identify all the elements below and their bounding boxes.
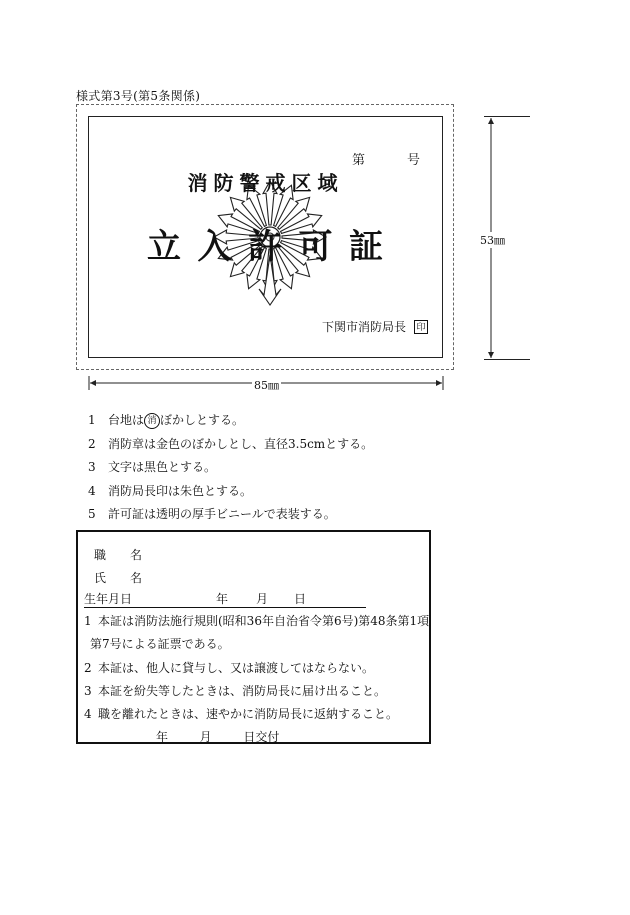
birth-month-label: 月: [256, 592, 269, 606]
notes-list: [88, 409, 373, 527]
main-title-char-3: 許: [248, 227, 282, 267]
main-title-char-1: 立: [147, 227, 181, 267]
note-item: 2 消防章は金色のぼかしとし、直径3.5cmとする。: [88, 436, 374, 451]
job-title-label: 職 名: [94, 548, 143, 562]
issue-year-label: 年: [156, 730, 169, 744]
permit-card-front: [88, 116, 443, 358]
seal-box: 印: [414, 320, 428, 334]
back-item: 2 本証は、他人に貸与し、又は譲渡してはならない。: [84, 661, 375, 675]
card-heading: 消防警戒区域: [187, 171, 344, 195]
back-item: 1 本証は消防法施行規則(昭和36年自治省令第6号)第48条第1項: [84, 614, 430, 628]
note-item: 4 消防局長印は朱色とする。: [88, 483, 253, 498]
birthdate-row: [84, 590, 366, 608]
note-item: 3 文字は黒色とする。: [88, 460, 217, 474]
main-title-char-5: 証: [349, 227, 383, 267]
note-item: 5 許可証は透明の厚手ビニールで表装する。: [88, 507, 336, 521]
issuer: [322, 318, 428, 335]
card-main-title: [147, 219, 383, 268]
birth-year-label: 年: [216, 592, 229, 606]
back-item-continuation: 第7号による証票である。: [90, 637, 230, 651]
circled-char: 消: [144, 413, 160, 429]
form-title: 様式第3号(第5条関係): [76, 89, 201, 103]
permit-card-back: [76, 530, 431, 744]
card-number: [352, 149, 420, 168]
main-title-char-2: 入: [197, 227, 232, 267]
issue-date-row: [156, 728, 279, 745]
birthdate-label: 生年月日: [84, 592, 133, 606]
issue-day-label: 日交付: [243, 730, 280, 744]
card-number-suffix: 号: [406, 153, 420, 168]
birth-day-label: 日: [294, 592, 307, 606]
issuer-name: 下関市消防局長: [321, 320, 406, 334]
note-item: 1 台地は 消 ぼかしとする。: [88, 413, 245, 427]
back-item: 4 職を離れたときは、速やかに消防局長に返納すること。: [84, 707, 399, 721]
name-label: 氏 名: [94, 571, 143, 585]
card-number-prefix: 第: [351, 153, 365, 168]
height-dimension-label: 53㎜: [480, 234, 505, 247]
back-item: 3 本証を紛失等したときは、消防局長に届け出ること。: [84, 684, 387, 698]
issue-month-label: 月: [199, 730, 212, 744]
width-dimension-label: 85㎜: [254, 379, 279, 392]
main-title-char-4: 可: [298, 227, 333, 267]
